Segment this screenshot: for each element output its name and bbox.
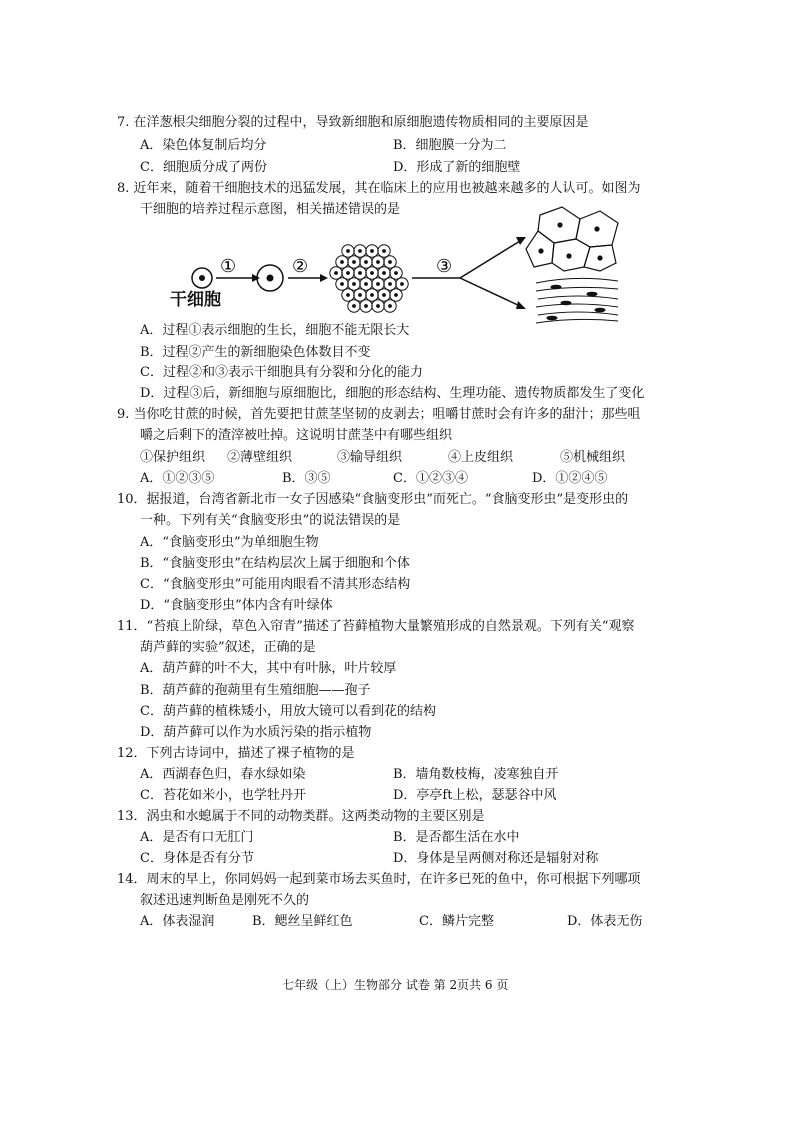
step2-label: ② (292, 256, 309, 277)
cluster-cell-nucleus (371, 250, 374, 253)
q10-option-d: D．“食脑变形虫”体内含有叶绿体 (140, 598, 333, 613)
q11-stem-line2: 葫芦藓的实验”叙述，正确的是 (140, 640, 316, 655)
q9-tissue-2: ②薄壁组织 (227, 450, 293, 465)
cluster-cell-nucleus (377, 261, 380, 264)
q7-option-b: B．细胞膜一分为二 (393, 138, 507, 153)
q9-option-c: C．①②③④ (393, 471, 468, 486)
q13-option-c: C．身体是否有分节 (140, 851, 254, 866)
cluster-cell-nucleus (347, 294, 350, 297)
q12-option-c: C．苔花如米小，也学牡丹开 (140, 788, 306, 803)
q11-stem-line1: 11．“苔痕上阶绿，草色入帘青”描述了苔藓植物大量繁殖形成的自然景观。下列有关“观察 (117, 619, 635, 634)
q11-option-c: C．葫芦藓的植株矮小，用放大镜可以看到花的结构 (140, 704, 436, 719)
q7-stem: 7. 在洋葱根尖细胞分裂的过程中，导致新细胞和原细胞遗传物质相同的主要原因是 (117, 115, 589, 130)
cluster-cell-nucleus (353, 305, 356, 308)
differentiated-tissue-bottom (536, 278, 618, 323)
stem-cell-label: 干细胞 (170, 290, 221, 310)
q12-option-b: B．墙角数枝梅，凌寒独自开 (393, 767, 559, 782)
q8-option-c: C．过程②和③表示干细胞具有分裂和分化的能力 (140, 365, 423, 380)
cluster-cell-nucleus (353, 261, 356, 264)
q12-option-a: A．西湖春色归，春水绿如染 (140, 767, 306, 782)
stem-cell-initial (192, 268, 212, 288)
q14-option-a: A．体表湿润 (140, 914, 215, 929)
cluster-cell-nucleus (335, 272, 338, 275)
q8-option-b: B．过程②产生的新细胞染色体数目不变 (140, 345, 371, 360)
q11-option-a: A．葫芦藓的叶不大，其中有叶脉，叶片较厚 (140, 661, 397, 676)
q9-option-a: A．①②③⑤ (140, 471, 215, 486)
cell-cluster (330, 245, 408, 312)
cluster-cell-nucleus (359, 294, 362, 297)
q12-option-d: D．亭亭ft上松，瑟瑟谷中风 (393, 788, 557, 803)
cluster-cell-nucleus (365, 283, 368, 286)
q8-option-a: A．过程①表示细胞的生长，细胞不能无限长大 (140, 323, 410, 338)
q12-stem: 12．下列古诗词中，描述了裸子植物的是 (117, 746, 355, 761)
cluster-cell-nucleus (377, 305, 380, 308)
q14-option-c: C．鳞片完整 (419, 914, 494, 929)
q11-option-b: B．葫芦藓的孢蒴里有生殖细胞——孢子 (140, 683, 371, 698)
stem-cell-grown (257, 265, 283, 291)
cluster-cell-nucleus (377, 283, 380, 286)
q14-option-b: B．鳃丝呈鲜红色 (252, 914, 353, 929)
arrow-step3 (412, 237, 526, 309)
cluster-cell-nucleus (359, 272, 362, 275)
q14-stem-line1: 14．周末的早上，你同妈妈一起到菜市场去买鱼时，在许多已死的鱼中，你可根据下列哪项 (117, 872, 641, 887)
stem-cell-diagram (180, 205, 620, 327)
q9-stem-line1: 9. 当你吃甘蔗的时候，首先要把甘蔗茎坚韧的皮剥去；咀嚼甘蔗时会有许多的甜汁；那些咀 (117, 407, 641, 422)
q8-stem-line1: 8. 近年来，随着干细胞技术的迅猛发展，其在临床上的应用也被越来越多的人认可。如图为 (117, 181, 641, 196)
cluster-cell-nucleus (395, 294, 398, 297)
cluster-cell-nucleus (365, 261, 368, 264)
step3-label: ③ (436, 256, 453, 277)
q8-option-d: D．过程③后，新细胞与原细胞比，细胞的形态结构、生理功能、遗传物质都发生了变化 (140, 386, 645, 401)
page-footer: 七年级（上）生物部分 试卷 第 2页共 6 页 (282, 978, 509, 992)
q13-option-d: D．身体是呈两侧对称还是辐射对称 (393, 851, 599, 866)
q9-tissue-4: ④上皮组织 (448, 450, 514, 465)
q9-option-b: B．③⑤ (282, 471, 331, 486)
cluster-cell-nucleus (347, 272, 350, 275)
cluster-cell-nucleus (359, 250, 362, 253)
q11-option-d: D．葫芦藓可以作为水质污染的指示植物 (140, 725, 372, 740)
cluster-cell-nucleus (353, 283, 356, 286)
q9-option-d: D．①②④⑤ (532, 471, 608, 486)
step1-label: ① (220, 256, 237, 277)
q7-option-a: A．染色体复制后均分 (140, 138, 267, 153)
q14-option-d: D．体表无伤 (567, 914, 643, 929)
cluster-cell-nucleus (395, 272, 398, 275)
q10-option-c: C．“食脑变形虫”可能用肉眼看不清其形态结构 (140, 577, 411, 592)
cluster-cell-nucleus (371, 294, 374, 297)
q10-option-a: A．“食脑变形虫”为单细胞生物 (140, 535, 319, 550)
q8-stem-line2: 干细胞的培养过程示意图，相关描述错误的是 (140, 202, 401, 217)
cluster-cell-nucleus (341, 283, 344, 286)
differentiated-tissue-top (526, 207, 618, 271)
q10-option-b: B．“食脑变形虫”在结构层次上属于细胞和个体 (140, 556, 410, 571)
cluster-cell-nucleus (383, 272, 386, 275)
cluster-cell-nucleus (389, 261, 392, 264)
cluster-cell-nucleus (389, 283, 392, 286)
q10-stem-line1: 10．据报道，台湾省新北市一女子因感染“食脑变形虫”而死亡。“食脑变形虫”是变形虫的 (117, 492, 629, 507)
cluster-cell-nucleus (383, 250, 386, 253)
cluster-cell-nucleus (389, 305, 392, 308)
cluster-cell-nucleus (383, 294, 386, 297)
q9-tissue-3: ③输导组织 (337, 450, 403, 465)
q13-option-a: A．是否有口无肛门 (140, 830, 254, 845)
q7-option-c: C．细胞质分成了两份 (140, 160, 267, 175)
q9-tissue-5: ⑤机械组织 (560, 450, 626, 465)
q9-tissue-1: ①保护组织 (140, 450, 206, 465)
cluster-cell-nucleus (371, 272, 374, 275)
q9-stem-line2: 嚼之后剩下的渣滓被吐掉。这说明甘蔗茎中有哪些组织 (140, 428, 453, 443)
cluster-cell-nucleus (347, 250, 350, 253)
q10-stem-line2: 一种。下列有关“食脑变形虫”的说法错误的是 (140, 513, 401, 528)
cluster-cell-nucleus (401, 283, 404, 286)
q13-stem: 13．涡虫和水螅属于不同的动物类群。这两类动物的主要区别是 (117, 809, 485, 824)
cluster-cell-nucleus (365, 305, 368, 308)
q14-stem-line2: 叙述迅速判断鱼是刚死不久的 (140, 893, 310, 908)
cluster-cell-nucleus (341, 261, 344, 264)
q7-option-d: D．形成了新的细胞壁 (393, 160, 521, 175)
q13-option-b: B．是否都生活在水中 (393, 830, 520, 845)
